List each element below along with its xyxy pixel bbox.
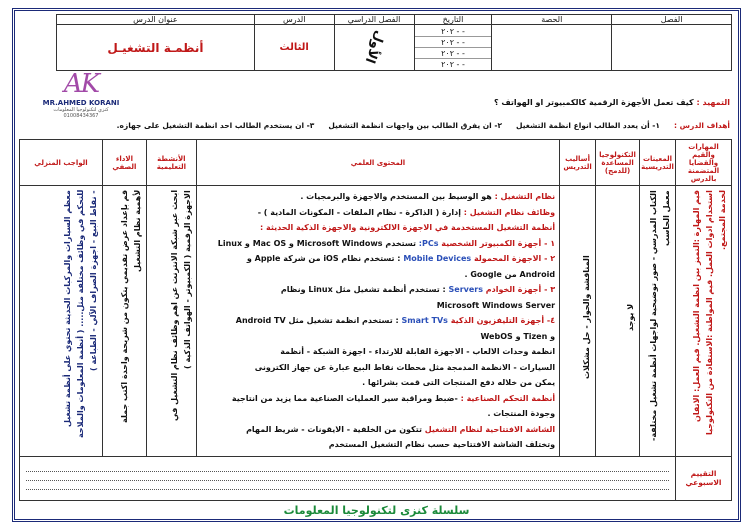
content-line: [201, 251, 555, 267]
performance-text: قم بإعداد عرض تقديمي يتكون من شريحة واحدة اكتب جملة لأهمية نظام التشغيل: [119, 190, 142, 424]
goal-2: ٢- ان يفرق الطالب بين واجهات انظمة التشغيل: [328, 121, 503, 130]
content-keyword: PCs:: [416, 238, 442, 248]
content-line: [201, 313, 555, 329]
content-text: و Tizen و WebOS: [480, 331, 556, 341]
weekly-evaluation-lines: [20, 456, 676, 500]
period-cell: [492, 25, 612, 71]
content-line: [201, 437, 555, 453]
lesson-plan-table: [19, 139, 732, 501]
strategy-cell: [640, 186, 676, 457]
date-cell: [414, 25, 492, 71]
weekly-evaluation-label: التقييم الاسبوعي: [676, 456, 732, 500]
tech-cell: [596, 186, 640, 457]
content-text: Microsoft Windows Server: [436, 300, 556, 310]
content-text: انظمة وحدات الالعاب - الاجهزة القابلة للارتداء - اجهزة الشبكة - أنظمة: [280, 347, 556, 356]
lesson-header-table: [56, 14, 732, 71]
content-text: تتكون من الخلفية - الايقونات - شريط المهام: [246, 424, 425, 434]
content-text: وجودة المنتجات .: [487, 409, 556, 418]
introduction-line: [130, 98, 730, 107]
content-heading: أنظمة التحكم الصناعية :: [460, 393, 556, 403]
content-text: تستخدم Microsoft Windows و Mac OS و Linux: [217, 238, 417, 248]
content-text: : تستخدم انظمة تشغيل مثل Android TV: [235, 316, 399, 325]
content-keyword: Smart TVs: [398, 316, 451, 325]
content-line: [201, 329, 555, 345]
content-keyword: Servers: [445, 285, 486, 294]
content-line: [201, 205, 555, 221]
content-heading: الشاشة الافتتاحية لنظام التشغيل: [424, 424, 556, 434]
class-col-header: الفصل: [612, 15, 732, 25]
content-text: هو الوسيط بين المستخدم والاجهزة والبرمجيات .: [300, 192, 495, 201]
scientific-content: [196, 186, 559, 457]
intro-label: التمهيد :: [696, 98, 730, 107]
content-heading: ٣ - أجهزة الخوادم: [485, 285, 556, 294]
content-text: -ضبط ومراقبة سير العمليات الصناعية مما يزيد من انتاجية: [231, 393, 461, 403]
logo-subtitle: كنزي لتكنولوجيا المعلومات: [53, 107, 109, 113]
content-text: : تستخدم أنظمة تشغيل مثل Linux ونظام: [280, 285, 446, 294]
content-line: [201, 406, 555, 422]
activities-cell: [146, 186, 196, 457]
content-text: : تستخدم نظام iOS من شركة Apple و: [246, 254, 401, 263]
method-text: المناقشة والحوار - حل مشكلات: [582, 255, 592, 379]
intro-text: كيف تعمل الأجهزة الرقمية كالكمبيوتر او الهواتف ؟: [493, 98, 694, 107]
content-heading: ٤- أجهزة التليفزيون الذكية: [450, 316, 556, 325]
content-line: [201, 189, 555, 205]
skills-cell: [676, 186, 732, 457]
content-line: [201, 282, 555, 298]
homework-text: معظم السيارات والمركبات الحديثة تحتوي على أنظمة تشغيل للتحكم في وظائف مختلفة مثل..... ( أنظمة المعلومات والملاحة - نقاط البيع - اجهزة الصراف الآلي - الطباعة ): [62, 190, 98, 439]
term-col-header: الفصل الدراسي: [334, 15, 414, 25]
homework-header: الواجب المنزلي: [20, 140, 103, 186]
teacher-logo: [27, 69, 135, 119]
term-cell: [334, 25, 414, 71]
content-line: [201, 360, 555, 376]
dotted-line: [26, 481, 669, 490]
logo-mark: AK: [63, 69, 99, 99]
content-heading: ٢ - الاجهزة المحمولة: [473, 254, 556, 263]
goal-3: ٣- ان يستخدم الطالب احد انظمة التشغيل على جهازه.: [116, 121, 315, 130]
goals-label: أهداف الدرس :: [674, 121, 730, 130]
content-heading: أنظمة التشغيل المستخدمة في الاجهزة الالكترونية والاجهزة الذكية الحديثة :: [260, 223, 556, 232]
content-line: [201, 298, 555, 314]
skills-header: المهارات والقيم والقضايا المتضمنة بالدرس: [676, 140, 732, 186]
performance-header: الاداء الصفي: [102, 140, 146, 186]
date-col-header: التاريخ: [414, 15, 492, 25]
lesson-plan-page: [12, 8, 741, 522]
content-line: [201, 391, 555, 407]
tech-header: التكنولوجيا المساعدة (للدمج): [596, 140, 640, 186]
content-line: [201, 375, 555, 391]
strategy-text: الكتاب المدرسي - صور توضيحية لواجهات أنظمة تشغيل مختلفة- معمل الحاسب: [649, 190, 672, 441]
content-heading: ١ - أجهزة الكمبيوتر الشخصية: [441, 238, 556, 248]
content-text: السيارات - الانظمة المدمجة مثل محطات نقاط البيع عبارة عن جهاز الكترونى: [254, 362, 556, 372]
content-heading: نظام التشغيل :: [494, 192, 556, 201]
term-value: الأول: [361, 28, 387, 65]
lesson-title: أنظمـة التشغيـل: [57, 25, 255, 71]
date-line: - - ٢٠٢: [441, 59, 465, 69]
content-text: Android من Google .: [464, 269, 556, 279]
content-heading: وظائف نظام التشغيل :: [463, 207, 556, 217]
date-line: - - ٢٠٢: [415, 26, 492, 37]
content-line: [201, 422, 555, 438]
content-keyword: Mobile Devices: [400, 254, 474, 263]
method-header: أساليب التدريس: [560, 140, 596, 186]
content-text: وتختلف الشاشة الافتتاحية حسب نظام التشغيل المستخدم: [328, 440, 556, 449]
date-line: - - ٢٠٢: [415, 37, 492, 48]
performance-cell: [102, 186, 146, 457]
logo-phone: 01008434367: [63, 113, 99, 119]
goal-1: ١- أن يعدد الطالب انواع انظمة التشغيل: [516, 121, 660, 130]
lesson-col-header: الدرس: [254, 15, 334, 25]
date-line: - - ٢٠٢: [415, 48, 492, 59]
content-line: [201, 344, 555, 360]
dotted-line: [26, 463, 669, 472]
lesson-goals: [15, 121, 730, 130]
activities-header: الأنشطة التعليمية: [146, 140, 196, 186]
tech-text: لا يوجد: [626, 303, 636, 331]
method-cell: [560, 186, 596, 457]
lesson-number-cell: الثالث: [254, 25, 334, 71]
strategy-header: المعينات التدريسية: [640, 140, 676, 186]
content-text: يمكن من خلاله دفع المنتجات التى قمت بشرائها .: [362, 378, 556, 387]
homework-cell: [20, 186, 103, 457]
content-line: [201, 267, 555, 283]
series-footer: سلسلة كنزى لتكنولوجيا المعلومات: [283, 504, 470, 517]
logo-name: MR.AHMED KORANI: [42, 99, 120, 107]
content-line: [201, 236, 555, 252]
skills-text: قيم المهارة :التميز بين انظمة التشغيل. قيم العمل: الاتقان استخدام ادوات العمل. قيم المواطنة :الاستفادة من التكنولوجيا لخدمة المجتمع.: [692, 190, 727, 435]
period-col-header: الحصة: [492, 15, 612, 25]
activities-text: ابحث عبر شبكة الانترنت عن اهم وظائف نظام التشغيل في الاجهزة الرقمية ( الكمبيوتر - الهواتف الذكية ): [169, 190, 192, 422]
title-col-header: عنوان الدرس: [57, 15, 255, 25]
content-text: إدارة ( الذاكرة - نظام الملفات - المكونات المادية ) -: [257, 207, 464, 217]
dotted-line: [26, 472, 669, 481]
class-cell: [612, 25, 732, 71]
content-header: المحتوى العلمي: [196, 140, 559, 186]
content-line: [201, 220, 555, 236]
